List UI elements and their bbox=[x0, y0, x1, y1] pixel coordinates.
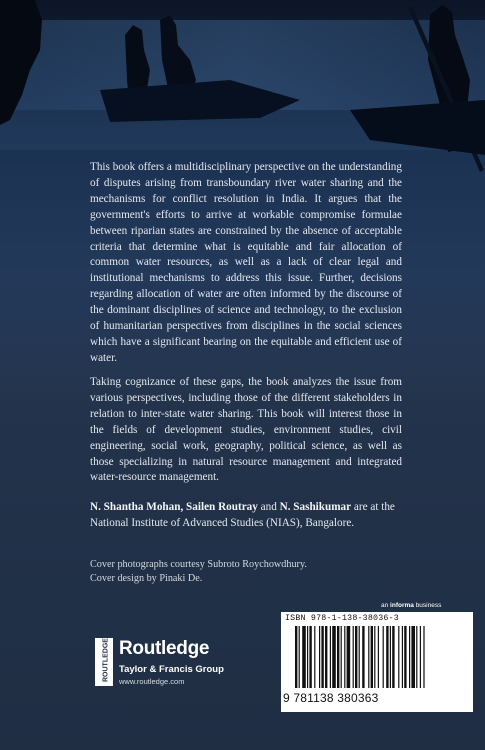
blurb-paragraph-2: Taking cognizance of these gaps, the book analyzes the issue from various perspectives, including those of the different stakeholders in relation to inter-state water sharing. This book will interest those in the fields of development studies, environment studies, civil engineering, social work, geography, political science, as well as those specializing in natural resource management and integrated water-resource management. bbox=[90, 376, 402, 484]
barcode-bar bbox=[347, 626, 351, 688]
barcode-bar bbox=[359, 626, 360, 688]
barcode-bar bbox=[383, 626, 384, 688]
publisher-logo bbox=[95, 638, 255, 688]
isbn-barcode bbox=[281, 612, 473, 712]
photo-credit: Cover photographs courtesy Subroto Roychowdhury. bbox=[90, 559, 307, 570]
author-names-2: N. Sashikumar bbox=[279, 501, 352, 513]
barcode-bar bbox=[309, 626, 311, 688]
barcode-bar bbox=[378, 626, 379, 688]
isbn-label: ISBN 978-1-138-38036-3 bbox=[285, 614, 399, 623]
barcode-bar bbox=[374, 626, 375, 688]
blurb-paragraph-1: This book offers a multidisciplinary perspective on the understanding of disputes arising from transboundary river water sharing and the mechanisms for conflict resolution in India. It argues that the government's efforts to arrive at workable compromise formulae between riparian states are constrained by the absence of acceptable criteria that determine what is equitable and fair allocation of common water resources, as well as a lack of clear legal and institutional mechanisms to address this issue. Further, decisions regarding allocation of water are often informed by the discourse of the dominant disciplines of science and technology, to the exclusion of humanitarian perspectives from disciplines in the social sciences which have a significant bearing on the equitable and efficient use of water. bbox=[90, 161, 402, 364]
barcode-bar bbox=[392, 626, 394, 688]
barcode-bar bbox=[353, 626, 354, 688]
design-credit: Cover design by Pinaki De. bbox=[90, 573, 203, 584]
logo-vertical-text: ROUTLEDGE bbox=[102, 638, 110, 682]
informa-business-label bbox=[381, 602, 441, 609]
author-and: and bbox=[257, 501, 280, 513]
author-names-1: N. Shantha Mohan, Sailen Routray bbox=[90, 501, 258, 513]
barcode-bar bbox=[325, 626, 327, 688]
publisher-name: Routledge bbox=[119, 638, 210, 659]
publisher-url: www.routledge.com bbox=[119, 677, 185, 686]
barcode-bar bbox=[341, 626, 342, 688]
barcode-bar bbox=[390, 626, 391, 688]
barcode-digits: 9 781138 380363 bbox=[283, 691, 379, 705]
barcode-bar bbox=[319, 626, 320, 688]
barcode-bar bbox=[330, 626, 331, 688]
informa-suffix: business bbox=[413, 602, 442, 609]
barcode-bar bbox=[337, 626, 339, 688]
barcode-bar bbox=[302, 626, 306, 688]
barcode-bar bbox=[344, 626, 345, 688]
barcode-bar bbox=[307, 626, 308, 688]
cover-credits bbox=[90, 558, 420, 586]
informa-brand: informa bbox=[390, 602, 414, 609]
barcode-bar bbox=[314, 626, 315, 688]
barcode-bar bbox=[423, 626, 424, 688]
barcode-bar bbox=[332, 626, 336, 688]
barcode-bar bbox=[404, 626, 406, 688]
barcode-bar bbox=[398, 626, 399, 688]
barcode-bars bbox=[295, 626, 465, 688]
informa-prefix: an bbox=[381, 602, 391, 609]
barcode-bar bbox=[411, 626, 415, 688]
barcode-bar bbox=[371, 626, 373, 688]
barcode-bar bbox=[420, 626, 421, 688]
barcode-bar bbox=[416, 626, 417, 688]
barcode-bar bbox=[295, 626, 297, 688]
barcode-bar bbox=[409, 626, 410, 688]
barcode-bar bbox=[299, 626, 300, 688]
author-bio bbox=[90, 500, 430, 532]
barcode-bar bbox=[368, 626, 369, 688]
barcode-bar bbox=[355, 626, 357, 688]
routledge-logo-icon bbox=[95, 638, 113, 686]
barcode-bar bbox=[321, 626, 323, 688]
author-affiliation: are at the National Institute of Advanced Studies (NIAS), Bangalore. bbox=[90, 501, 395, 529]
barcode-bar bbox=[386, 626, 388, 688]
publisher-group: Taylor & Francis Group bbox=[119, 664, 224, 675]
barcode-bar bbox=[362, 626, 364, 688]
barcode-bar bbox=[402, 626, 403, 688]
